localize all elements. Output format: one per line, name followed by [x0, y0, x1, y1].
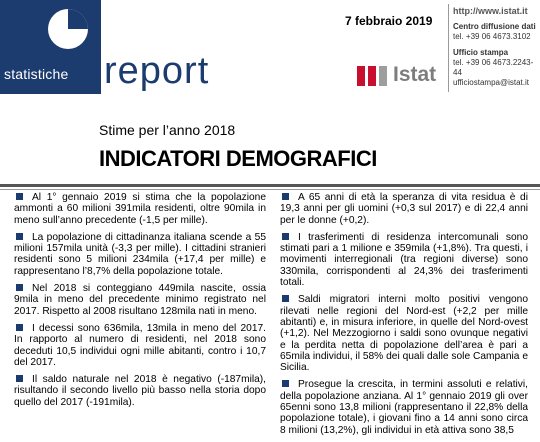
contact-phone-press: tel. +39 06 4673.2243-44	[453, 58, 534, 77]
highlight-paragraph: La popolazione di cittadinanza italiana scende a 55 milioni 157mila unità (-3,3 per mille). I cittadini stranieri residenti sono 5 milioni 234mila (+17,4 per mille) e rappresentano l’8,7% della popolazione totale.	[14, 231, 266, 277]
document-subtitle: Stime per l’anno 2018	[99, 122, 236, 138]
square-bullet-icon	[16, 193, 23, 200]
pie-chart-icon	[48, 9, 88, 49]
release-date: 7 febbraio 2019	[345, 14, 433, 28]
logo-block	[0, 0, 101, 94]
header-divider	[448, 4, 449, 92]
left-column	[14, 192, 266, 414]
square-bullet-icon	[16, 375, 23, 382]
highlight-paragraph: Il saldo naturale nel 2018 è negativo (-187mila), risultando il secondo livello più basso nella storia dopo quello del 2017 (-191mila).	[14, 374, 266, 408]
highlight-paragraph: Al 1° gennaio 2019 si stima che la popolazione ammonti a 60 milioni 391mila residenti, oltre 90mila in meno sull’anno precedente (-1,5 per mille).	[14, 192, 266, 226]
square-bullet-icon	[16, 324, 23, 331]
contact-phone-data: tel. +39 06 4673.3102	[453, 32, 531, 41]
document-title: INDICATORI DEMOGRAFICI	[99, 146, 377, 171]
square-bullet-icon	[282, 233, 289, 240]
highlight-paragraph: A 65 anni di età la speranza di vita residua è di 19,3 anni per gli uomini (+0,3 sul 2017) e di 22,4 anni per le donne (+0,2).	[280, 192, 528, 226]
istat-url-link[interactable]: http://www.istat.it	[453, 6, 528, 16]
highlight-paragraph: Nel 2018 si conteggiano 449mila nascite, ossia 9mila in meno del precedente minimo registrato nel 2017. Rispetto al 2008 risultano 128mila nati in meno.	[14, 283, 266, 317]
logo-word-statistiche: statistiche	[4, 66, 69, 82]
square-bullet-icon	[282, 380, 289, 387]
square-bullet-icon	[282, 193, 289, 200]
highlight-paragraph: I trasferimenti di residenza intercomunali sono stimati pari a 1 milione e 359mila (+1,8%). Tra questi, i movimenti interregionali (tra regioni diverse) sono 330mila, corrispondenti al 24,3% dei trasferimenti totali.	[280, 231, 528, 289]
section-divider-thin	[0, 189, 540, 190]
right-column	[280, 192, 528, 442]
contact-info	[453, 6, 540, 88]
section-divider	[0, 184, 540, 187]
square-bullet-icon	[16, 284, 23, 291]
contact-email-link[interactable]: ufficiostampa@istat.it	[453, 78, 530, 87]
contact-title-data: Centro diffusione dati	[453, 22, 536, 31]
highlight-paragraph: Saldi migratori interni molto positivi vengono rilevati nelle regioni del Nord-est (+2,2 per mille abitanti) e, in misura inferiore, in quelle del Nord-ovest (+1,2). Nel Mezzogiorno i saldi sono ovunque negativi e la perdita netta di popolazione dell’area è pari a 65mila individui, il 58% dei quali dalle sole Campania e Sicilia.	[280, 294, 528, 374]
square-bullet-icon	[16, 233, 23, 240]
highlight-paragraph: Prosegue la crescita, in termini assoluti e relativi, della popolazione anziana. Al 1° gennaio 2019 gli over 65enni sono 13,8 milioni (rappresentano il 22,8% della popolazione totale), i giovani fino a 14 anni sono circa 8 milioni (13,2%), gli individui in età attiva sono 38,5	[280, 379, 528, 436]
highlight-paragraph: I decessi sono 636mila, 13mila in meno del 2017. In rapporto al numero di residenti, nel 2018 sono deceduti 10,5 individui ogni mille abitanti, contro i 10,7 del 2017.	[14, 322, 266, 368]
logo-word-report: report	[104, 50, 210, 92]
contact-title-press: Ufficio stampa	[453, 48, 509, 57]
istat-wordmark: Istat	[393, 63, 437, 86]
square-bullet-icon	[282, 295, 289, 302]
